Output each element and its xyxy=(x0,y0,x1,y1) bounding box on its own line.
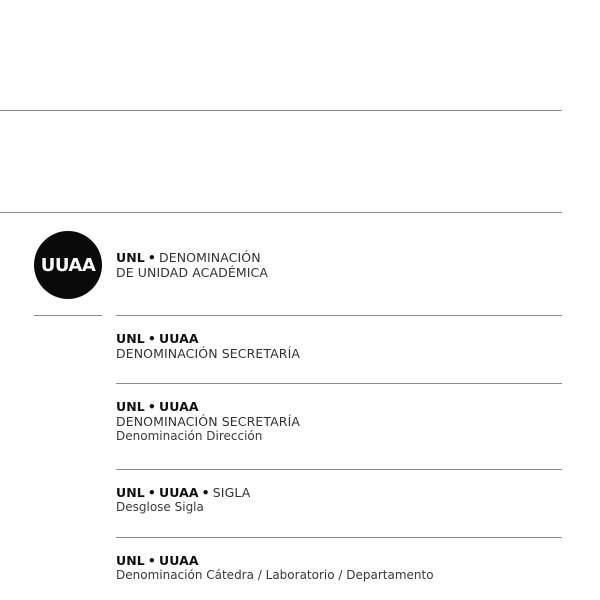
header-block-sigla xyxy=(116,485,250,515)
unl-label: UNL xyxy=(116,553,145,568)
uuaa-logo-circle xyxy=(34,231,102,299)
divider-2 xyxy=(116,383,562,384)
header-block-direccion xyxy=(116,399,300,444)
divider-3 xyxy=(116,469,562,470)
separator-dot: • xyxy=(147,553,156,568)
unl-label: UNL xyxy=(116,485,145,500)
header-block-secretaria xyxy=(116,331,300,361)
header-block-catedra xyxy=(116,553,434,583)
uuaa-label: UUAA xyxy=(158,553,199,568)
divider-4 xyxy=(116,537,562,538)
secretaria-label: DENOMINACIÓN SECRETARÍA xyxy=(116,346,301,361)
header-block-unidad xyxy=(116,250,268,280)
logo-text: UUAA xyxy=(40,254,96,276)
separator-dot: • xyxy=(147,331,156,346)
upper-divider xyxy=(0,212,562,213)
desglose-sigla-label: Desglose Sigla xyxy=(116,500,204,514)
uuaa-label: UUAA xyxy=(158,399,199,414)
uuaa-label: UUAA xyxy=(158,331,199,346)
separator-dot: • xyxy=(147,399,156,414)
uuaa-label: UUAA xyxy=(158,485,199,500)
divider-1 xyxy=(116,315,562,316)
unidad-academica-label: DE UNIDAD ACADÉMICA xyxy=(116,265,269,280)
separator-dot: • xyxy=(201,485,210,500)
denominacion-label: DENOMINACIÓN xyxy=(158,250,261,265)
unl-label: UNL xyxy=(116,399,145,414)
separator-dot: • xyxy=(147,485,156,500)
logo-underline xyxy=(34,315,102,316)
top-divider xyxy=(0,110,562,111)
unl-label: UNL xyxy=(116,250,145,265)
unl-label: UNL xyxy=(116,331,145,346)
secretaria-label: DENOMINACIÓN SECRETARÍA xyxy=(116,414,301,429)
sigla-label: SIGLA xyxy=(212,485,251,500)
separator-dot: • xyxy=(147,250,156,265)
direccion-label: Denominación Dirección xyxy=(116,429,263,443)
catedra-label: Denominación Cátedra / Laboratorio / Departamento xyxy=(116,568,434,582)
